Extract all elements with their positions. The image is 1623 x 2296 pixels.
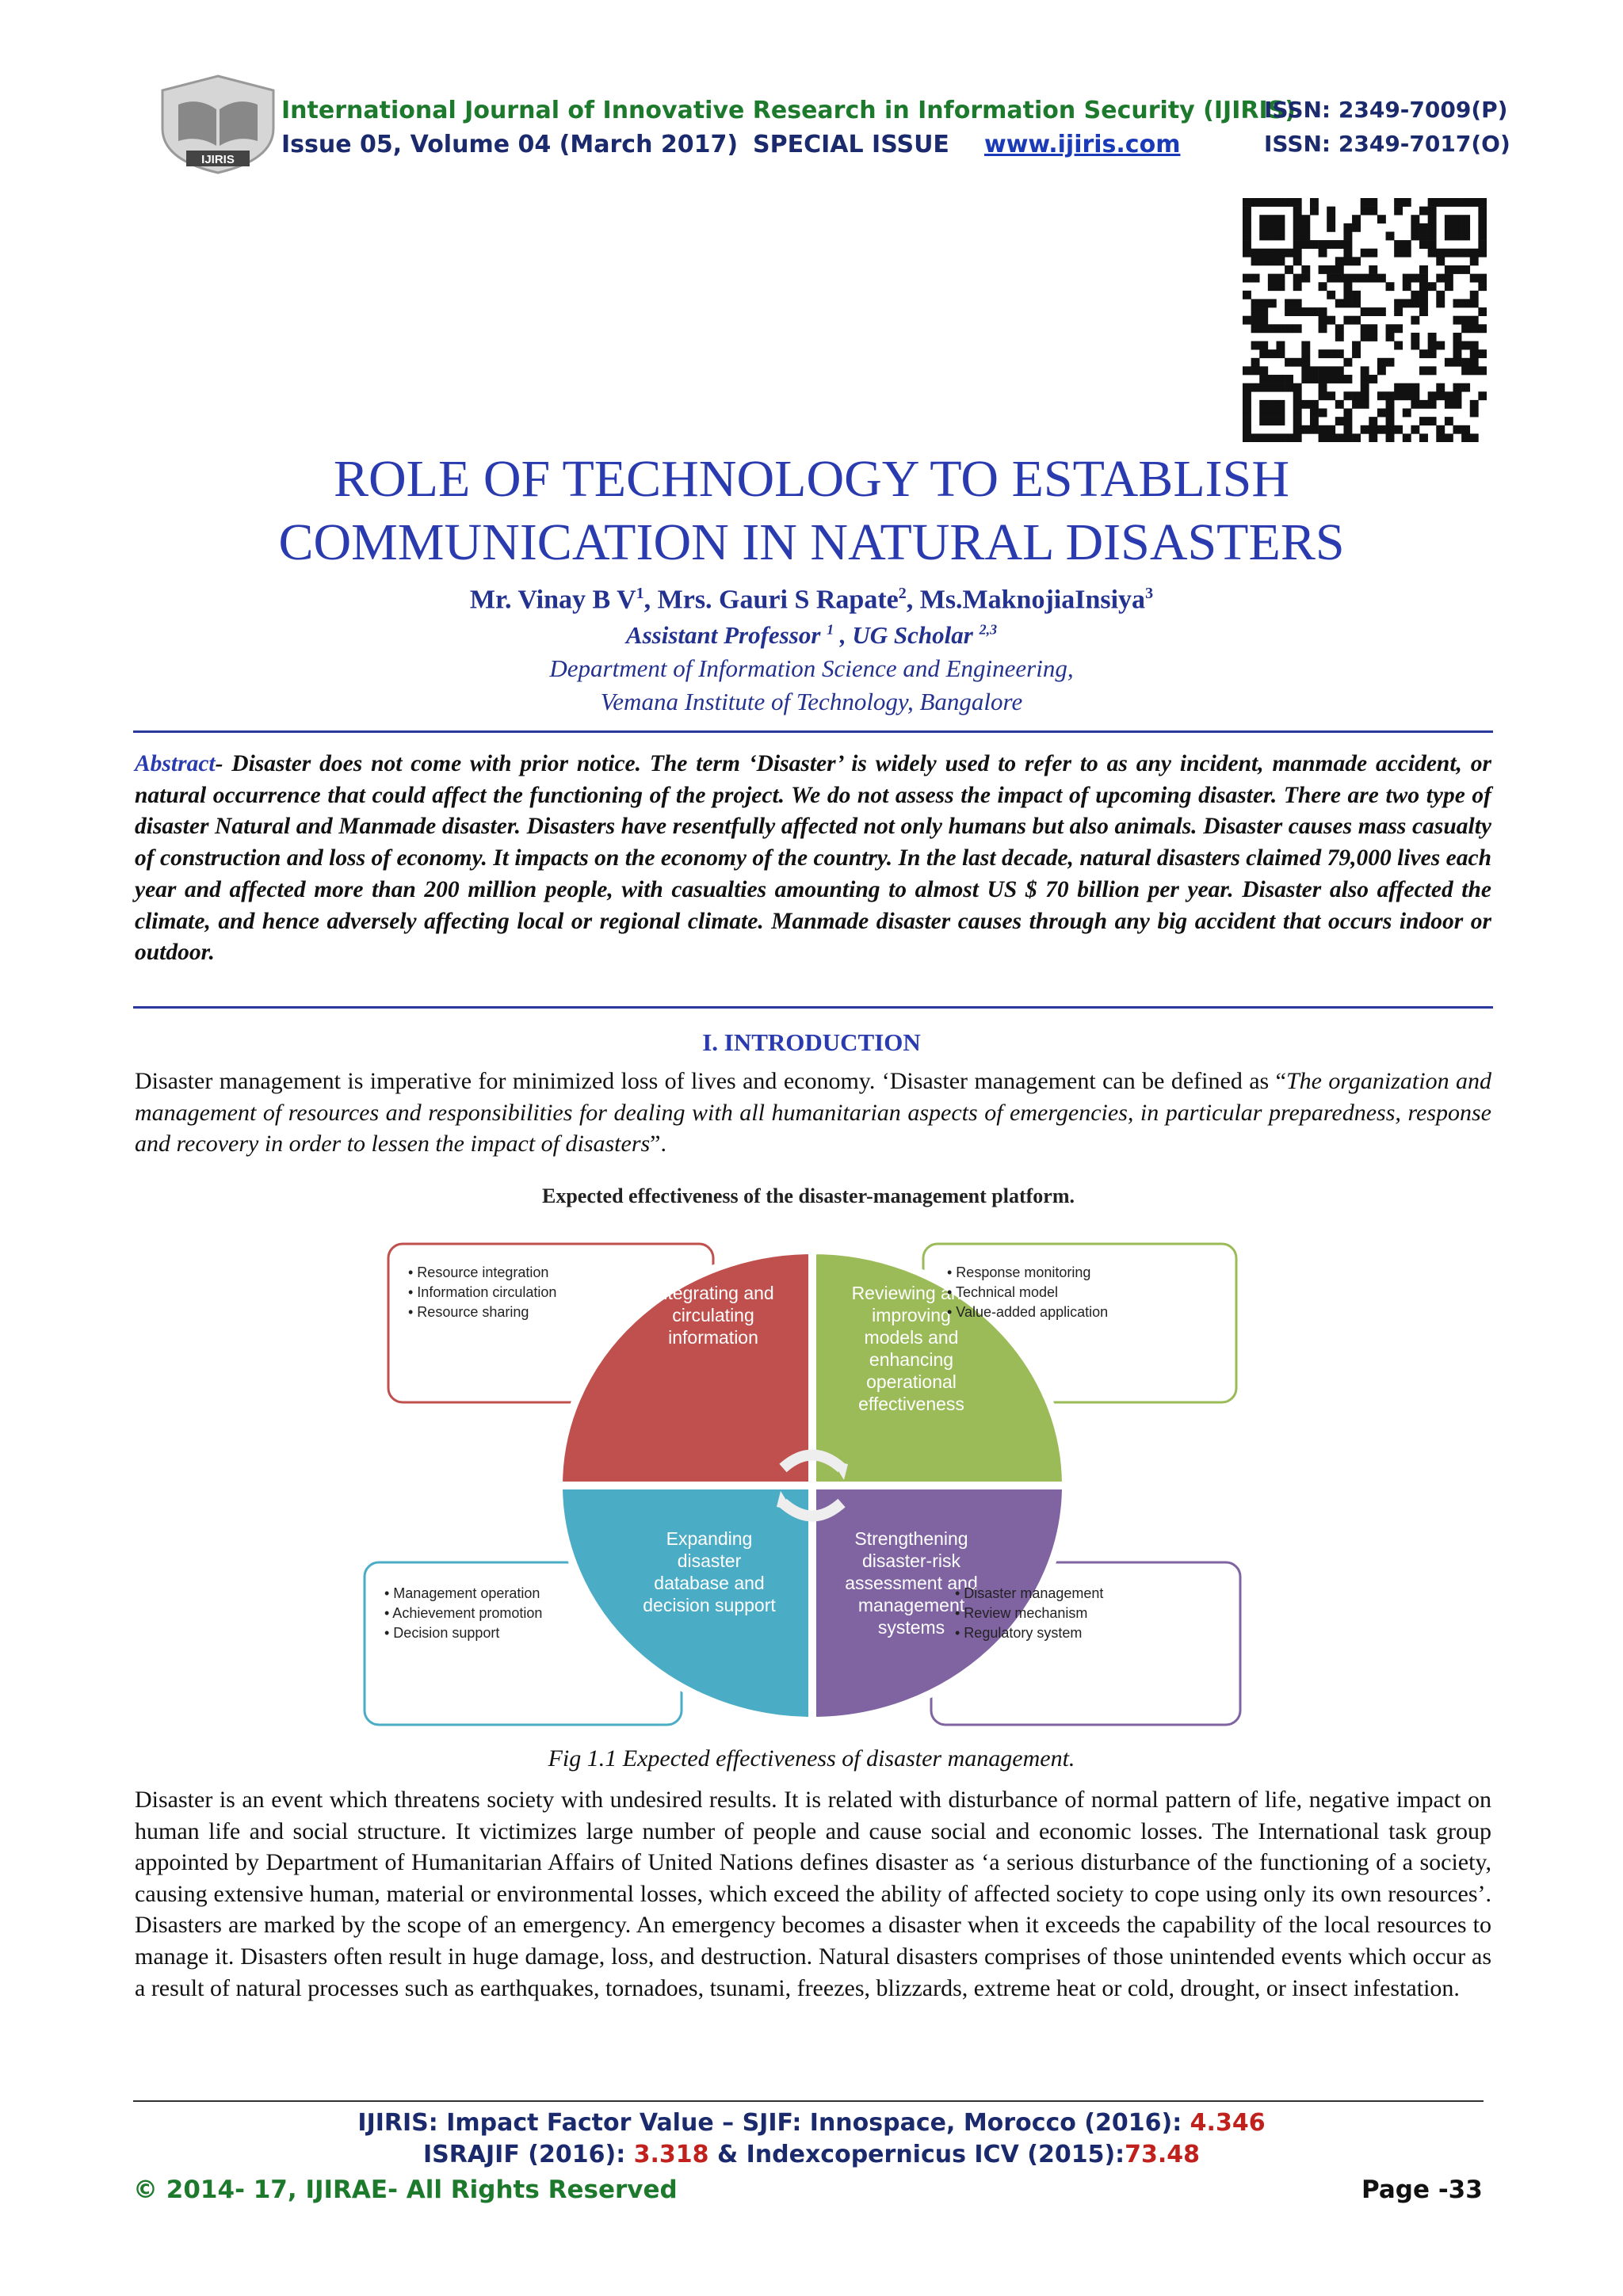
box-bullet-item: • Management operation <box>384 1585 540 1601</box>
quadrant-label-line: systems <box>877 1617 945 1638</box>
quadrant-label-line: management <box>857 1595 965 1615</box>
section-heading-introduction: I. INTRODUCTION <box>702 1028 921 1056</box>
quadrant-label-line: Strengthening <box>854 1528 968 1549</box>
role-assistant-professor: Assistant Professor <box>625 621 827 649</box>
author-list: Mr. Vinay B $V^1$, Mrs. Gauri S Rapate$^2$, Ms.MaknojiaInsiya$^3$ <box>469 585 1154 615</box>
quadrant-label-line: enhancing <box>869 1349 954 1370</box>
box-bullet-item: • Value-added application <box>947 1304 1109 1320</box>
issue-line <box>281 131 1510 162</box>
abstract-top-rule <box>133 730 1493 733</box>
quadrant-label-line: circulating <box>672 1305 754 1325</box>
author-2-affil: 2 <box>898 585 907 602</box>
figure-caption: Fig 1.1 Expected effectiveness of disaster management. <box>548 1745 1075 1772</box>
figure-disaster-management <box>349 1180 1268 1735</box>
box-bullet-item: • Disaster management <box>955 1585 1104 1601</box>
journal-title: International Journal of Innovative Research in Information Security (IJIRIS) <box>281 97 1296 124</box>
author-1-affil: 1 <box>636 585 644 602</box>
author-1: Mr. Vinay B V <box>469 585 636 615</box>
logo-text: IJIRIS <box>201 153 235 166</box>
quadrant-label-line: information <box>668 1327 758 1348</box>
impact-value: 4.346 <box>1190 2109 1266 2137</box>
author-2: Mrs. Gauri S Rapate <box>657 585 899 615</box>
special-issue-label: SPECIAL ISSUE <box>753 131 949 158</box>
icv-value: 73.48 <box>1125 2141 1201 2168</box>
intro-paragraph <box>135 1066 1491 1160</box>
journal-website-link[interactable]: www.ijiris.com <box>984 131 1181 158</box>
quadrant-label-line: disaster-risk <box>862 1550 960 1571</box>
page-number: Page -33 <box>1361 2176 1483 2204</box>
box-bullet-item: • Information circulation <box>408 1284 557 1300</box>
body-paragraph: Disaster is an event which threatens society with undesired results. It is related with disturbance of normal pattern of life, negative impact on human life and social structure. It victimizes large number of people and cause social and economic losses. The International task group appointed by Department of Humanitarian Affairs of United Nations defines disaster as ‘a serious disturbance of the functioning of a society, causing extensive human, material or environmental losses, which exceed the ability of affected society to cope using only its own resources’. Disasters are marked by the scope of an emergency. An emergency becomes a disaster when it exceeds the capability of the local resources to manage it. Disasters often result in huge damage, loss, and destruction. Natural disasters comprises of those unintended events which occur as a result of natural processes such as earthquakes, tornadoes, tsunami, freezes, blizzards, extreme heat or cold, drought, or insect infestation. <box>135 1787 1491 2001</box>
issn-print: ISSN: 2349-7009(P) <box>1264 97 1508 123</box>
abstract-bottom-rule <box>133 1006 1493 1009</box>
quadrant-label-line: Integrating and <box>652 1283 774 1303</box>
title-line-1: ROLE OF TECHNOLOGY TO ESTABLISH <box>334 450 1289 508</box>
box-bullet-item: • Decision support <box>384 1625 500 1641</box>
intro-quote: The organization and management of resources and responsibilities for dealing with all humanitarian aspects of emergencies, in particular preparedness, response and recovery in order to lessen the impact of disasters <box>135 1068 1491 1158</box>
quadrant-label-line: effectiveness <box>858 1394 964 1414</box>
author-3: Ms.MaknojiaInsiya <box>919 585 1146 615</box>
isra-value: 3.318 <box>633 2141 709 2168</box>
issue-info: Issue 05, Volume 04 (March 2017) <box>281 131 739 158</box>
quadrant-label-line: database and <box>654 1573 765 1593</box>
journal-logo <box>155 73 281 176</box>
author-roles <box>0 621 1623 650</box>
box-bullet-item: • Resource sharing <box>408 1304 529 1320</box>
abstract-text: - Disaster does not come with prior notice. The term ‘Disaster’ is widely used to refer to as any incident, manmade accident, or natural occurrence that could affect the functioning of the project. We do not assess the impact of upcoming disaster. There are two type of disaster Natural and Manmade disaster. Disasters have resentfully affected not only humans but also animals. Disaster causes mass casualty of construction and loss of economy. It impacts on the economy of the country. In the last decade, natural disasters claimed 79,000 lives each year and affected more than 200 million people, with casualties amounting to almost US $ 70 billion per year. Disaster also affected the climate, and hence adversely affecting local or regional climate. Manmade disaster causes through any big accident that occurs indoor or outdoor. <box>135 751 1491 966</box>
box-bullet-item: • Achievement promotion <box>384 1605 543 1621</box>
quadrant-label-line: assessment and <box>845 1573 978 1593</box>
impact-factor-line <box>0 2109 1623 2137</box>
quadrant-label-line: Reviewing and <box>851 1283 972 1303</box>
paper-title <box>0 448 1623 574</box>
quadrant-label-line: disaster <box>677 1550 742 1571</box>
copyright: © 2014- 17, IJIRAE- All Rights Reserved <box>133 2176 678 2204</box>
figure-title: Expected effectiveness of the disaster-management platform. <box>542 1184 1075 1207</box>
box-bullet-item: • Response monitoring <box>947 1264 1091 1280</box>
quadrant-label-line: Expanding <box>666 1528 753 1549</box>
intro-end: ”. <box>650 1131 666 1158</box>
journal-name <box>281 97 1508 124</box>
quadrant-label-line: models and <box>864 1327 959 1348</box>
box-bullet-item: • Review mechanism <box>955 1605 1088 1621</box>
quadrant-label-line: operational <box>866 1371 957 1392</box>
institute: Vemana Institute of Technology, Bangalore <box>600 688 1023 715</box>
author-3-affil: 3 <box>1145 585 1154 602</box>
title-line-2: COMMUNICATION IN NATURAL DISASTERS <box>278 513 1345 571</box>
intro-text: Disaster management is imperative for minimized loss of lives and economy. ‘Disaster management can be defined as “ <box>135 1068 1286 1094</box>
box-bullet-item: • Technical model <box>947 1284 1059 1300</box>
box-bullet-item: • Resource integration <box>408 1264 549 1280</box>
index-line <box>0 2141 1623 2168</box>
abstract <box>135 749 1491 969</box>
quadrant-label-line: decision support <box>643 1595 776 1615</box>
footer-rule <box>133 2100 1484 2102</box>
affiliation <box>0 652 1623 719</box>
role-2-affil: 2,3 <box>979 621 998 638</box>
abstract-label: Abstract <box>135 751 216 776</box>
qr-code <box>1243 198 1487 442</box>
role-1-affil: 1 <box>827 621 834 638</box>
issn-online: ISSN: 2349-7017(O) <box>1264 131 1510 157</box>
box-bullet-item: • Regulatory system <box>955 1625 1083 1641</box>
role-ug-scholar: , UG Scholar <box>834 621 980 649</box>
isra-label: ISRAJIF (2016): <box>422 2141 634 2168</box>
impact-label: IJIRIS: Impact Factor Value – SJIF: Innospace, Morocco (2016): <box>357 2109 1190 2137</box>
department: Department of Information Science and Engineering, <box>549 654 1074 682</box>
icv-label: & Indexcopernicus ICV (2015): <box>708 2141 1125 2168</box>
quadrant-label-line: improving <box>872 1305 951 1325</box>
